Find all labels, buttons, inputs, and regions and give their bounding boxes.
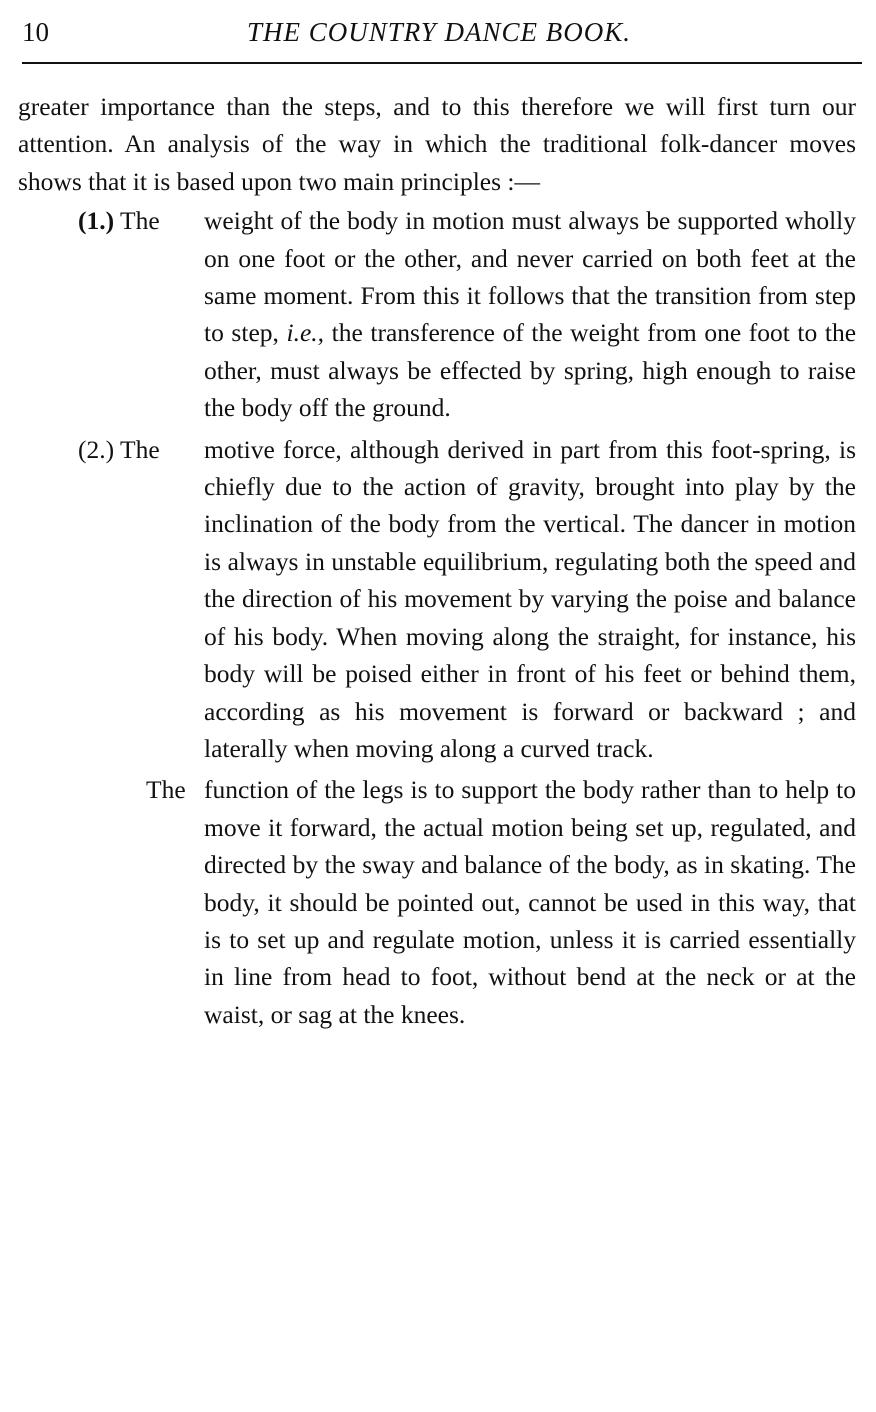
body-text bbox=[18, 88, 860, 1033]
principle-1-text-b: the transference of the weight from one foot to the other, must always be effected by spring, high enough to raise the body off the ground. bbox=[204, 318, 857, 423]
principle-item-2 bbox=[18, 431, 860, 768]
page-number: 10 bbox=[22, 17, 49, 47]
principle-1-number: (1.) bbox=[78, 206, 115, 236]
intro-paragraph: greater importance than the steps, and to this therefore we will first turn our attention. An analysis of the way in which the traditional folk-dancer moves shows that it is based upon two main principles :— bbox=[18, 92, 856, 196]
closing-paragraph bbox=[18, 771, 860, 1033]
principle-2-number: (2.) bbox=[78, 434, 115, 464]
closing-text: function of the legs is to support the body rather than to help to move it forward, the actual motion being set up, regulated, and directed by the sway and balance of the body, as in skating. The body, it should be pointed out, cannot be used in this way, that is to set up and regulate motion, unless it is carried essentially in line from head to foot, without bend at the neck or at the waist, or sag at the knees. bbox=[204, 775, 856, 1029]
principle-1-lead bbox=[78, 202, 204, 239]
principle-2-lead-word: The bbox=[120, 434, 160, 464]
closing-lead-word: The bbox=[146, 775, 186, 805]
principle-1-text-a: weight of the body in motion must always be supported wholly on one foot or the other, and never carried on both feet at the same moment. From this it follows that the transition from step to step, bbox=[204, 206, 856, 348]
principle-1-italic: i.e., bbox=[286, 318, 325, 348]
principle-1-lead-word: The bbox=[120, 206, 160, 236]
header-rule bbox=[22, 62, 862, 64]
principle-2-lead bbox=[78, 431, 204, 468]
principle-2-text: motive force, although derived in part from this foot-spring, is chiefly due to the action of gravity, brought into play by the inclination of the body from the vertical. The dancer in motion is always in unstable equilibrium, regulating both the speed and the direction of his movement by varying the poise and balance of his body. When moving along the straight, for instance, his body will be poised either in front of his feet or behind them, according as his movement is forward or backward ; and laterally when moving along a curved track. bbox=[204, 434, 856, 763]
running-title: THE COUNTRY DANCE BOOK. bbox=[246, 17, 632, 47]
principle-item-1 bbox=[18, 202, 860, 426]
running-head bbox=[18, 14, 860, 50]
